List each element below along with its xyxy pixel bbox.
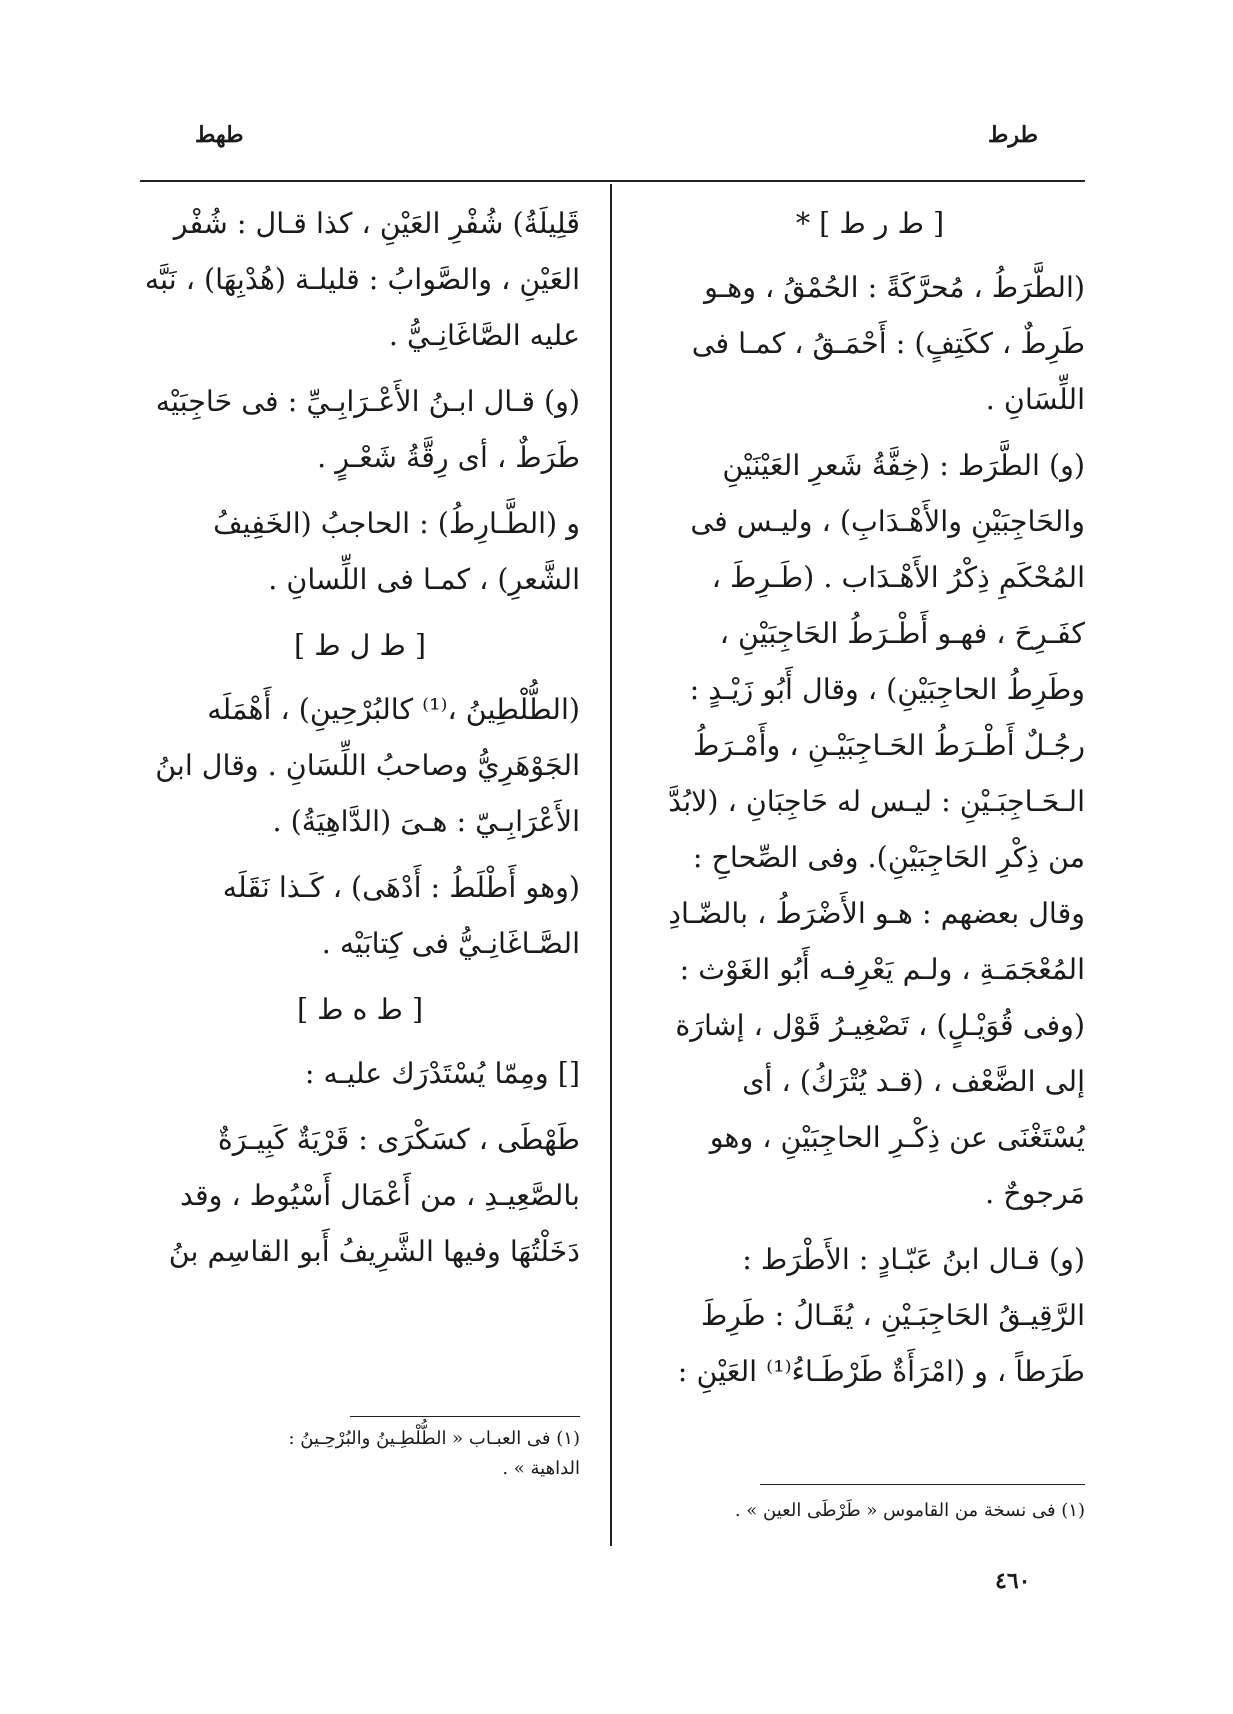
paragraph: (وهو أَطْلَطُ : أَدْهَى) ، كَـذا نَقَلَه الصَّـاغَانِـيُّ فى كِتابَيْه .: [222, 871, 580, 960]
paragraph: (الطُّلْطِينُ ،⁽¹⁾ كالبُرْحِينِ) ، أَهْمَلَه الجَوْهَرِيُّ وصاحبُ اللِّسَانِ . وقال ابنُ الأَعْرَابِـيّ : هـىَ (الدَّاهِيَةُ) .: [155, 693, 580, 838]
footnote-right: (١) فى نسخة من القاموس « طَرْطَى العين » .: [734, 1500, 1085, 1521]
running-head-left: طهط: [195, 122, 244, 148]
entry-heading-trt: [ ط ر ط ] *: [795, 207, 945, 240]
paragraph: [] ومِمّا يُسْتَدْرَك عليـه :: [304, 1057, 580, 1090]
paragraph: (و) قـال ابـنُ الأَعْـرَابِـيِّ : فى حَاجِبَيْه طَرَطٌ ، أى رِقَّةُ شَعْـرٍ .: [155, 385, 580, 474]
paragraph: (و) الطَّرَط : (خِفَّةُ شَعرِ العَيْنَيْنِ والحَاجِبَيْنِ والأَهْـدَابِ) ، وليـس فى المُحْكَمِ ذِكْرُ الأَهْـدَاب . (طَـرِطَ ، كفَـرِحَ ، فهـو أَطْـرَطُ الحَاجِبَيْنِ ، وطَرِطُ الحاجِبَيْنِ) ، وقال أَبُو زَيْـدٍ : رجُـلٌ أَطْـرَطُ الحَـاجِبَيْـنِ ، وأَمْـرَطُ الـحَـاجِبَـيْنِ : ليـس له حَاجِبَانِ ، (لابُدَّ من ذِكْرِ الحَاجِبَيْنِ). وفى الصِّحاحِ : وقال بعضهم : هـو الأَضْرَطُ ، بالضّـادِ المُعْجَمَـةِ ، ولـم يَعْرِفـه أَبُو الغَوْث : (وفى قُوَيْـلٍ) ، تَصْغِيـرُ قَوْل ، إشارَة إلى الضَّعْف ، (قـد يُتْرَكُ) ، أى يُسْتَغْنَى عن ذِكْـرِ الحاجِبَيْنِ ، وهو مَرجوحٌ .: [668, 449, 1085, 1210]
left-column: [140, 196, 580, 1280]
paragraph: قَلِيلَةُ) شُفْرِ العَيْنِ ، كذا قـال : شُفْر العَيْنِ ، والصَّوابُ : قليلـة (هُدْبِهَا) ، نَبَّه عليه الصَّاغَانِـيُّ .: [144, 207, 580, 352]
paragraph: (و) قـال ابنُ عَبّـادٍ : الأَطْرَط : الرَّقِيـقُ الحَاجِبَـيْنِ ، يُقَـالُ : طَرِطَ طَرَطاً ، و (امْرَأَةٌ طَرْطَـاءُ⁽¹⁾ العَيْنِ :: [677, 1243, 1085, 1388]
paragraph: طَهْطَى ، كسَكْرَى : قَرْيَةٌ كَبِيـرَةٌ بالصَّعِيـدِ ، من أَعْمَال أَسْيُوط ، وقد دَخَلْتُهَا وفيها الشَّرِيفُ أَبو القاسِم بنُ: [168, 1123, 580, 1268]
running-head-right: طرط: [988, 122, 1038, 148]
paragraph: (الطَّرَطُ ، مُحرَّكَةً : الحُمْقُ ، وهـو طَرِطٌ ، ككَتِفٍ) : أَحْمَـقُ ، كمـا فى اللِّسَانِ .: [691, 271, 1085, 416]
entry-heading-tht: [ ط ه ط ]: [296, 993, 424, 1026]
page-number: ٤٦٠: [995, 1568, 1031, 1594]
paragraph: و (الطَّـارِطُ) : الحاجبُ (الخَفِيفُ الشَّعرِ) ، كمـا فى اللِّسانِ .: [213, 507, 580, 596]
entry-heading-tlt: [ ط ل ط ]: [294, 629, 426, 662]
footnote-left: (١) فى العبـاب « الطُّلْطِـينُ والبُرْحِـينُ : الداهية » .: [288, 1428, 580, 1479]
footnote-rule-left: [350, 1416, 580, 1417]
header-rule: [140, 180, 1085, 182]
footnote-rule-right: [760, 1484, 1085, 1485]
right-column: [655, 196, 1085, 1400]
column-divider: [610, 184, 612, 1546]
